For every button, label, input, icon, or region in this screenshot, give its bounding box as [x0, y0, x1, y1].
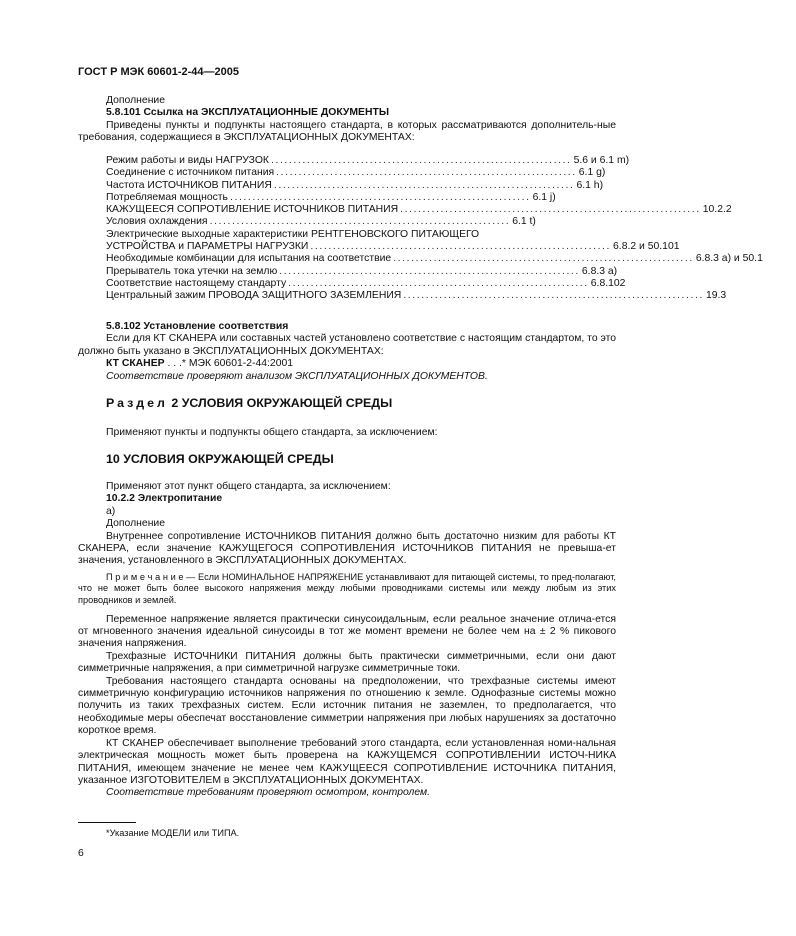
addition-label: Дополнение: [106, 518, 166, 530]
marking-line: КТ СКАНЕР . . .* МЭК 60601-2-44:2001: [106, 358, 294, 370]
footnote: *Указание МОДЕЛИ или ТИПА.: [106, 828, 240, 838]
paragraph: Внутреннее сопротивление ИСТОЧНИКОВ ПИТАНИЯ должно быть достаточно низким для работы КТ СКАНЕРА, если значение КАЖУЩЕГОСЯ СОПРОТИВЛЕНИЯ ИСТОЧНИКОВ ПИТАНИЯ не превыша-ет значения, установленного в ЭКСПЛУАТАЦИОННЫХ ДОКУМЕНТАХ.: [78, 530, 616, 567]
page-number: 6: [78, 848, 84, 859]
list-item: Частота ИСТОЧНИКОВ ПИТАНИЯ ................................................................... 6.1 h): [106, 179, 604, 191]
compliance-check: Соответствие требованиям проверяют осмотром, контролем.: [106, 787, 431, 799]
footnote-divider: [78, 822, 136, 823]
document-header: ГОСТ Р МЭК 60601-2-44—2005: [78, 66, 239, 78]
paragraph: Применяют этот пункт общего стандарта, за исключением:: [106, 481, 391, 492]
clause-10-body: [78, 481, 616, 800]
clause-heading: 5.8.101 Ссылка на ЭКСПЛУАТАЦИОННЫЕ ДОКУМЕНТЫ: [106, 107, 390, 119]
reference-list: [106, 155, 763, 303]
list-item: Необходимые комбинации для испытания на соответствие ................................................................... 6.8.3 а) и 50.1: [106, 253, 763, 265]
paragraph: Применяют пункты и подпункты общего стандарта, за исключением:: [106, 427, 438, 438]
list-item: Условия охлаждения ................................................................... 6.1 t): [106, 216, 536, 228]
item-label: а): [106, 505, 116, 517]
paragraph: Трехфазные ИСТОЧНИКИ ПИТАНИЯ должны быть практически симметричными, если они дают симметричные напряжения, а при симметричной нагрузке симметричные токи.: [78, 650, 616, 675]
compliance-check: Соответствие проверяют анализом ЭКСПЛУАТАЦИОННЫХ ДОКУМЕНТОВ.: [106, 370, 488, 382]
paragraph: Приведены пункты и подпункты настоящего стандарта, в которых рассматриваются дополнитель-ные требования, содержащиеся в ЭКСПЛУАТАЦИОННЫХ ДОКУМЕНТАХ:: [78, 119, 616, 144]
list-item: Потребляемая мощность ................................................................... 6.1 j): [106, 191, 556, 203]
section-5-8-102: [78, 321, 616, 383]
section-2-text: [78, 427, 616, 439]
list-item: УСТРОЙСТВА и ПАРАМЕТРЫ НАГРУЗКИ ................................................................... 6.8.2 и 50.101: [106, 241, 680, 253]
addition-label: Дополнение: [106, 95, 166, 106]
paragraph: Требования настоящего стандарта основаны на предположении, что трехфазные системы имеют симметричную конфигурацию источников напряжения по отношению к земле. Однофазные системы можно получить из таких трехфазных систем. Если источник питания не заземлен, то предполагается, что необходимые меры обеспечат восстановление симметрии напряжения при любых нарушениях за достаточно короткое время.: [78, 675, 616, 737]
list-item: Режим работы и виды НАГРУЗОК ................................................................... 5.6 и 6.1 m): [106, 155, 630, 166]
section-2-heading: Раздел 2 УСЛОВИЯ ОКРУЖАЮЩЕЙ СРЕДЫ: [106, 396, 393, 410]
list-item: Прерыватель тока утечки на землю ................................................................... 6.8.3 а): [106, 265, 618, 277]
paragraph: КТ СКАНЕР обеспечивает выполнение требований этого стандарта, если установленная номи-нальная электрическая мощность может быть проверена на КАЖУЩЕМСЯ СОПРОТИВЛЕНИИ ИСТОЧ-НИКА ПИТАНИЯ, имеющем значение не менее чем КАЖУЩЕЕСЯ СОПРОТИВЛЕНИЕ ИСТОЧНИКА ПИТАНИЯ, указанное ИЗГОТОВИТЕЛЕМ в ЭКСПЛУАТАЦИОННЫХ ДОКУМЕНТАХ.: [78, 737, 616, 786]
list-item: КАЖУЩЕЕСЯ СОПРОТИВЛЕНИЕ ИСТОЧНИКОВ ПИТАНИЯ ................................................................... 10.2.2: [106, 204, 732, 216]
note: П р и м е ч а н и е — Если НОМИНАЛЬНОЕ НАПРЯЖЕНИЕ устанавливают для питающей системы, то пред-полагают, что не может быть более высокого напряжения между любыми проводниками системы или между любым из этих проводников и землей.: [78, 571, 616, 606]
paragraph: Переменное напряжение является практически синусоидальным, если реальное значение отлича-ется от мгновенного значения идеальной синусоиды в тот же момент времени не более чем на ± 2 % пикового значения напряжения.: [78, 613, 616, 650]
clause-heading: 10.2.2 Электропитание: [106, 493, 223, 505]
clause-heading: 5.8.102 Установление соответствия: [106, 321, 289, 332]
paragraph: Если для КТ СКАНЕРА или составных частей установлено соответствие с настоящим стандартом, то это должно быть указано в ЭКСПЛУАТАЦИОННЫХ ДОКУМЕНТАХ:: [78, 333, 616, 357]
list-item: Соответствие настоящему стандарту ................................................................... 6.8.102: [106, 277, 626, 289]
list-item: Электрические выходные характеристики РЕНТГЕНОВСКОГО ПИТАЮЩЕГО: [106, 228, 480, 240]
clause-10-title: 10 УСЛОВИЯ ОКРУЖАЮЩЕЙ СРЕДЫ: [106, 452, 334, 466]
list-item: Центральный зажим ПРОВОДА ЗАЩИТНОГО ЗАЗЕМЛЕНИЯ ................................................................... 19.3: [106, 290, 727, 302]
section-5-8-101: [78, 95, 616, 145]
list-item: Соединение с источником питания ................................................................... 6.1 g): [106, 167, 606, 179]
